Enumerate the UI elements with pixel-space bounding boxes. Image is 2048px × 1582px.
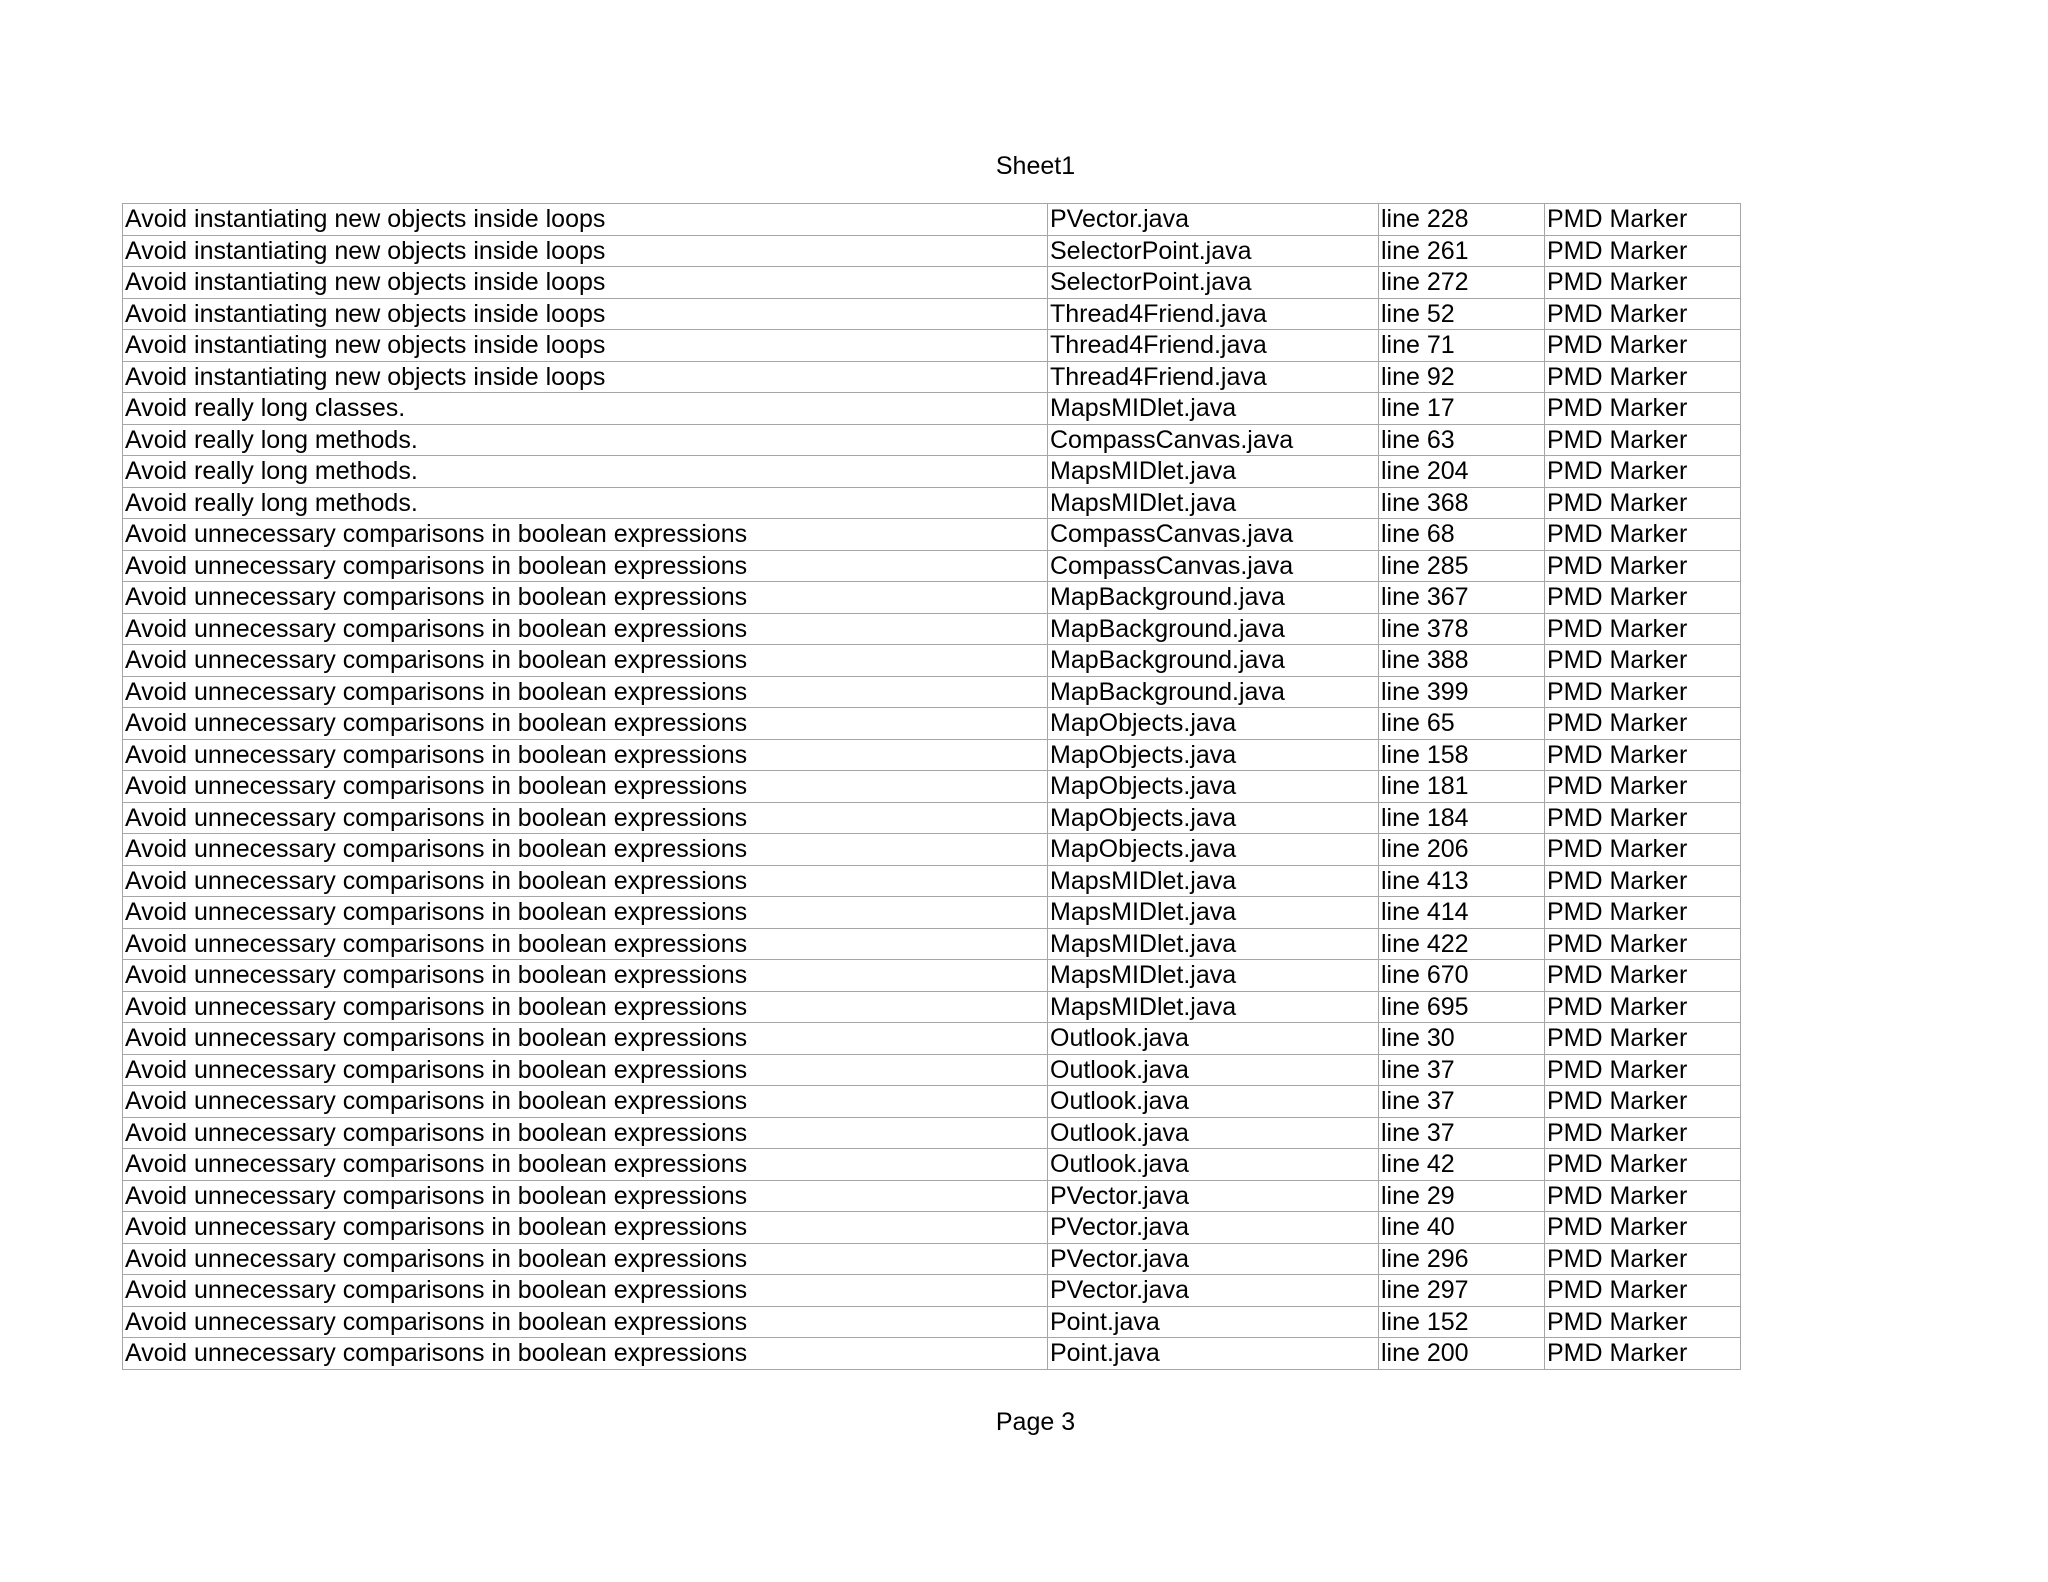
cell-marker-type: PMD Marker: [1545, 1117, 1741, 1149]
cell-marker-type: PMD Marker: [1545, 1212, 1741, 1244]
cell-file: SelectorPoint.java: [1048, 235, 1379, 267]
table-row: [123, 1243, 1741, 1275]
cell-line: line 17: [1379, 393, 1545, 425]
table-row: [123, 613, 1741, 645]
cell-file: MapObjects.java: [1048, 708, 1379, 740]
cell-line: line 71: [1379, 330, 1545, 362]
cell-message: Avoid unnecessary comparisons in boolean expressions: [123, 1275, 1048, 1307]
cell-marker-type: PMD Marker: [1545, 393, 1741, 425]
cell-marker-type: PMD Marker: [1545, 1275, 1741, 1307]
cell-line: line 30: [1379, 1023, 1545, 1055]
page-number: Page 3: [995, 1408, 1076, 1436]
cell-message: Avoid unnecessary comparisons in boolean expressions: [123, 960, 1048, 992]
cell-file: PVector.java: [1048, 1212, 1379, 1244]
cell-message: Avoid really long methods.: [123, 487, 1048, 519]
table-row: [123, 1338, 1741, 1370]
cell-message: Avoid unnecessary comparisons in boolean expressions: [123, 1212, 1048, 1244]
cell-file: Outlook.java: [1048, 1149, 1379, 1181]
cell-marker-type: PMD Marker: [1545, 550, 1741, 582]
cell-line: line 29: [1379, 1180, 1545, 1212]
cell-message: Avoid instantiating new objects inside loops: [123, 330, 1048, 362]
cell-marker-type: PMD Marker: [1545, 235, 1741, 267]
cell-file: MapBackground.java: [1048, 613, 1379, 645]
cell-message: Avoid unnecessary comparisons in boolean expressions: [123, 1338, 1048, 1370]
table-row: [123, 424, 1741, 456]
cell-line: line 368: [1379, 487, 1545, 519]
cell-file: MapsMIDlet.java: [1048, 928, 1379, 960]
table-row: [123, 991, 1741, 1023]
table-row: [123, 865, 1741, 897]
cell-marker-type: PMD Marker: [1545, 739, 1741, 771]
cell-file: MapsMIDlet.java: [1048, 456, 1379, 488]
cell-marker-type: PMD Marker: [1545, 708, 1741, 740]
cell-line: line 670: [1379, 960, 1545, 992]
cell-line: line 184: [1379, 802, 1545, 834]
cell-file: CompassCanvas.java: [1048, 519, 1379, 551]
cell-file: Point.java: [1048, 1306, 1379, 1338]
cell-file: Point.java: [1048, 1338, 1379, 1370]
table-row: [123, 1306, 1741, 1338]
cell-marker-type: PMD Marker: [1545, 519, 1741, 551]
cell-marker-type: PMD Marker: [1545, 613, 1741, 645]
cell-line: line 37: [1379, 1117, 1545, 1149]
table-row: [123, 204, 1741, 236]
marker-table: [122, 203, 1741, 1370]
cell-file: Thread4Friend.java: [1048, 361, 1379, 393]
cell-message: Avoid unnecessary comparisons in boolean expressions: [123, 582, 1048, 614]
cell-message: Avoid instantiating new objects inside loops: [123, 267, 1048, 299]
cell-line: line 297: [1379, 1275, 1545, 1307]
table-row: [123, 1086, 1741, 1118]
table-row: [123, 802, 1741, 834]
table-row: [123, 1180, 1741, 1212]
cell-message: Avoid unnecessary comparisons in boolean expressions: [123, 771, 1048, 803]
table-row: [123, 739, 1741, 771]
cell-marker-type: PMD Marker: [1545, 645, 1741, 677]
table-row: [123, 960, 1741, 992]
cell-file: MapObjects.java: [1048, 739, 1379, 771]
table-row: [123, 771, 1741, 803]
table-row: [123, 487, 1741, 519]
cell-line: line 285: [1379, 550, 1545, 582]
cell-message: Avoid unnecessary comparisons in boolean expressions: [123, 676, 1048, 708]
cell-marker-type: PMD Marker: [1545, 1086, 1741, 1118]
cell-file: MapsMIDlet.java: [1048, 897, 1379, 929]
table-row: [123, 1275, 1741, 1307]
cell-message: Avoid unnecessary comparisons in boolean expressions: [123, 519, 1048, 551]
cell-line: line 206: [1379, 834, 1545, 866]
cell-marker-type: PMD Marker: [1545, 487, 1741, 519]
table-row: [123, 1117, 1741, 1149]
cell-file: MapsMIDlet.java: [1048, 960, 1379, 992]
cell-file: MapsMIDlet.java: [1048, 991, 1379, 1023]
cell-line: line 181: [1379, 771, 1545, 803]
cell-line: line 261: [1379, 235, 1545, 267]
cell-line: line 204: [1379, 456, 1545, 488]
cell-line: line 40: [1379, 1212, 1545, 1244]
cell-file: Thread4Friend.java: [1048, 330, 1379, 362]
cell-line: line 158: [1379, 739, 1545, 771]
cell-message: Avoid unnecessary comparisons in boolean expressions: [123, 897, 1048, 929]
cell-marker-type: PMD Marker: [1545, 676, 1741, 708]
cell-line: line 200: [1379, 1338, 1545, 1370]
cell-file: MapBackground.java: [1048, 676, 1379, 708]
cell-file: PVector.java: [1048, 204, 1379, 236]
cell-message: Avoid really long methods.: [123, 456, 1048, 488]
cell-line: line 378: [1379, 613, 1545, 645]
table-row: [123, 1054, 1741, 1086]
table-row: [123, 1023, 1741, 1055]
cell-line: line 65: [1379, 708, 1545, 740]
cell-message: Avoid unnecessary comparisons in boolean expressions: [123, 865, 1048, 897]
cell-message: Avoid unnecessary comparisons in boolean expressions: [123, 613, 1048, 645]
cell-marker-type: PMD Marker: [1545, 1338, 1741, 1370]
cell-file: MapObjects.java: [1048, 771, 1379, 803]
cell-message: Avoid unnecessary comparisons in boolean expressions: [123, 550, 1048, 582]
cell-message: Avoid unnecessary comparisons in boolean expressions: [123, 1149, 1048, 1181]
cell-file: Outlook.java: [1048, 1054, 1379, 1086]
cell-file: MapBackground.java: [1048, 645, 1379, 677]
cell-line: line 272: [1379, 267, 1545, 299]
table-row: [123, 550, 1741, 582]
cell-line: line 388: [1379, 645, 1545, 677]
cell-line: line 42: [1379, 1149, 1545, 1181]
sheet-title: Sheet1: [995, 152, 1076, 180]
cell-marker-type: PMD Marker: [1545, 424, 1741, 456]
cell-file: PVector.java: [1048, 1275, 1379, 1307]
table-row: [123, 645, 1741, 677]
cell-message: Avoid unnecessary comparisons in boolean expressions: [123, 1086, 1048, 1118]
cell-line: line 37: [1379, 1054, 1545, 1086]
cell-message: Avoid unnecessary comparisons in boolean expressions: [123, 739, 1048, 771]
cell-file: Outlook.java: [1048, 1117, 1379, 1149]
cell-line: line 695: [1379, 991, 1545, 1023]
cell-line: line 37: [1379, 1086, 1545, 1118]
cell-file: Outlook.java: [1048, 1086, 1379, 1118]
table-row: [123, 298, 1741, 330]
cell-file: PVector.java: [1048, 1243, 1379, 1275]
cell-message: Avoid unnecessary comparisons in boolean expressions: [123, 645, 1048, 677]
table-row: [123, 1212, 1741, 1244]
cell-marker-type: PMD Marker: [1545, 298, 1741, 330]
cell-marker-type: PMD Marker: [1545, 361, 1741, 393]
cell-marker-type: PMD Marker: [1545, 960, 1741, 992]
cell-message: Avoid unnecessary comparisons in boolean expressions: [123, 1306, 1048, 1338]
cell-message: Avoid unnecessary comparisons in boolean expressions: [123, 1243, 1048, 1275]
cell-marker-type: PMD Marker: [1545, 834, 1741, 866]
table-row: [123, 834, 1741, 866]
cell-message: Avoid unnecessary comparisons in boolean expressions: [123, 1023, 1048, 1055]
marker-table-body: [123, 204, 1741, 1370]
cell-line: line 152: [1379, 1306, 1545, 1338]
table-row: [123, 708, 1741, 740]
cell-message: Avoid unnecessary comparisons in boolean expressions: [123, 802, 1048, 834]
cell-marker-type: PMD Marker: [1545, 330, 1741, 362]
table-row: [123, 393, 1741, 425]
cell-file: MapsMIDlet.java: [1048, 487, 1379, 519]
cell-marker-type: PMD Marker: [1545, 897, 1741, 929]
cell-marker-type: PMD Marker: [1545, 1023, 1741, 1055]
cell-line: line 367: [1379, 582, 1545, 614]
cell-message: Avoid instantiating new objects inside loops: [123, 298, 1048, 330]
cell-marker-type: PMD Marker: [1545, 1180, 1741, 1212]
cell-marker-type: PMD Marker: [1545, 204, 1741, 236]
cell-file: MapsMIDlet.java: [1048, 865, 1379, 897]
table-row: [123, 928, 1741, 960]
cell-line: line 399: [1379, 676, 1545, 708]
cell-file: MapsMIDlet.java: [1048, 393, 1379, 425]
cell-file: CompassCanvas.java: [1048, 550, 1379, 582]
cell-line: line 63: [1379, 424, 1545, 456]
cell-marker-type: PMD Marker: [1545, 991, 1741, 1023]
table-row: [123, 235, 1741, 267]
cell-marker-type: PMD Marker: [1545, 456, 1741, 488]
cell-marker-type: PMD Marker: [1545, 1149, 1741, 1181]
cell-marker-type: PMD Marker: [1545, 582, 1741, 614]
cell-line: line 296: [1379, 1243, 1545, 1275]
cell-line: line 413: [1379, 865, 1545, 897]
cell-file: Outlook.java: [1048, 1023, 1379, 1055]
cell-message: Avoid instantiating new objects inside loops: [123, 235, 1048, 267]
cell-line: line 68: [1379, 519, 1545, 551]
cell-marker-type: PMD Marker: [1545, 928, 1741, 960]
cell-message: Avoid instantiating new objects inside loops: [123, 361, 1048, 393]
table-row: [123, 267, 1741, 299]
cell-message: Avoid instantiating new objects inside loops: [123, 204, 1048, 236]
table-row: [123, 676, 1741, 708]
cell-message: Avoid unnecessary comparisons in boolean expressions: [123, 1054, 1048, 1086]
cell-message: Avoid unnecessary comparisons in boolean expressions: [123, 1180, 1048, 1212]
cell-marker-type: PMD Marker: [1545, 1243, 1741, 1275]
cell-line: line 52: [1379, 298, 1545, 330]
table-row: [123, 1149, 1741, 1181]
cell-file: CompassCanvas.java: [1048, 424, 1379, 456]
cell-line: line 92: [1379, 361, 1545, 393]
cell-marker-type: PMD Marker: [1545, 1054, 1741, 1086]
cell-message: Avoid unnecessary comparisons in boolean expressions: [123, 991, 1048, 1023]
table-row: [123, 582, 1741, 614]
cell-message: Avoid really long methods.: [123, 424, 1048, 456]
table-row: [123, 456, 1741, 488]
cell-file: MapObjects.java: [1048, 834, 1379, 866]
cell-line: line 422: [1379, 928, 1545, 960]
table-row: [123, 519, 1741, 551]
cell-message: Avoid unnecessary comparisons in boolean expressions: [123, 1117, 1048, 1149]
cell-line: line 228: [1379, 204, 1545, 236]
cell-message: Avoid really long classes.: [123, 393, 1048, 425]
table-row: [123, 330, 1741, 362]
cell-file: Thread4Friend.java: [1048, 298, 1379, 330]
cell-marker-type: PMD Marker: [1545, 267, 1741, 299]
cell-file: MapObjects.java: [1048, 802, 1379, 834]
cell-message: Avoid unnecessary comparisons in boolean expressions: [123, 928, 1048, 960]
cell-file: MapBackground.java: [1048, 582, 1379, 614]
table-row: [123, 361, 1741, 393]
table-row: [123, 897, 1741, 929]
cell-message: Avoid unnecessary comparisons in boolean expressions: [123, 834, 1048, 866]
cell-file: PVector.java: [1048, 1180, 1379, 1212]
cell-line: line 414: [1379, 897, 1545, 929]
cell-marker-type: PMD Marker: [1545, 1306, 1741, 1338]
cell-marker-type: PMD Marker: [1545, 771, 1741, 803]
cell-marker-type: PMD Marker: [1545, 865, 1741, 897]
cell-marker-type: PMD Marker: [1545, 802, 1741, 834]
cell-file: SelectorPoint.java: [1048, 267, 1379, 299]
cell-message: Avoid unnecessary comparisons in boolean expressions: [123, 708, 1048, 740]
